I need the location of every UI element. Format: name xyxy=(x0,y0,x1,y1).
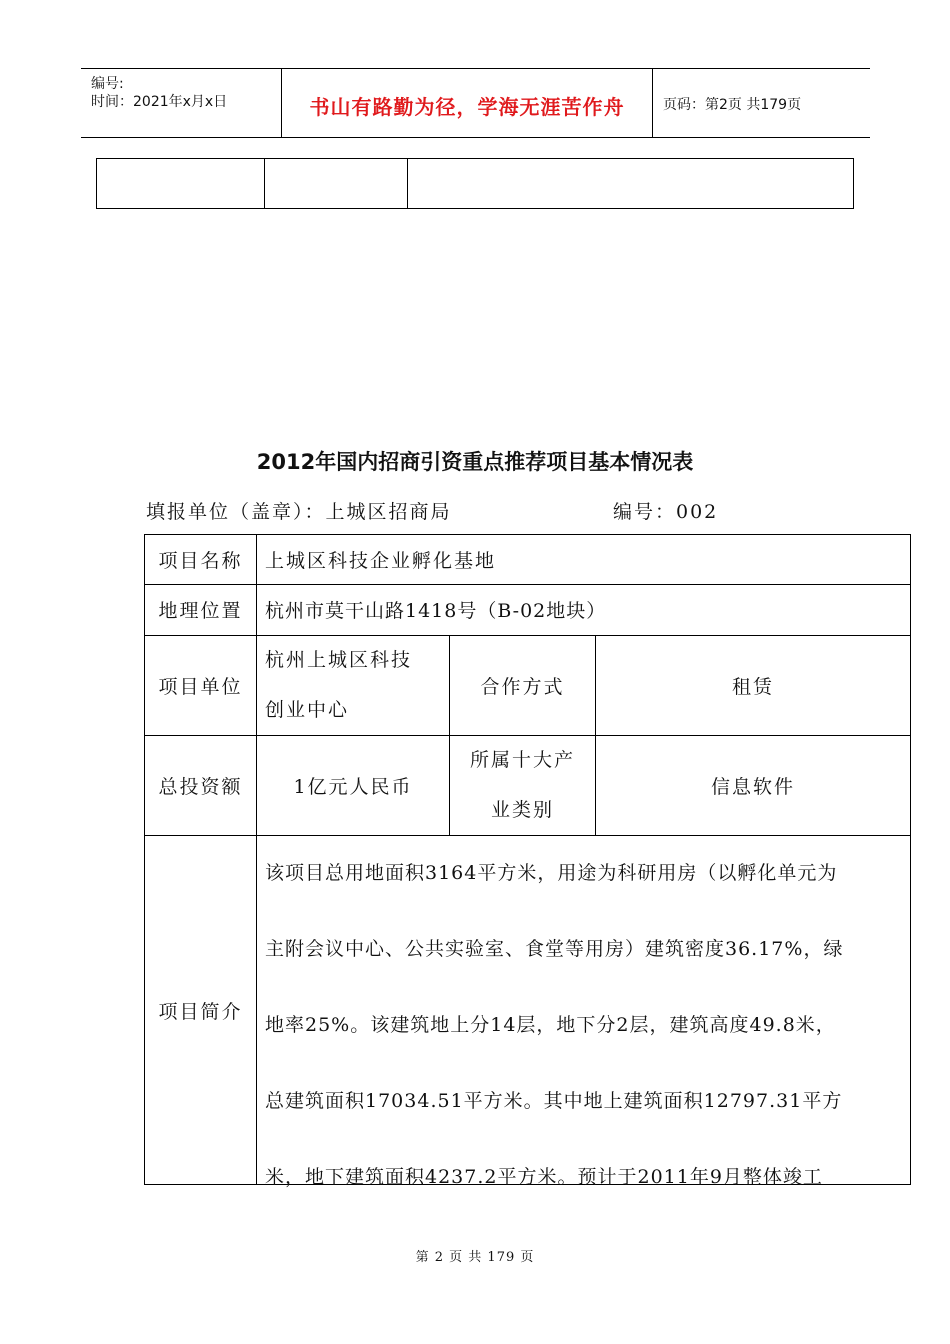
page-footer: 第 2 页 共 179 页 xyxy=(415,1250,535,1265)
project-info-table xyxy=(144,534,911,1188)
serial-number: 编号：002 xyxy=(613,501,719,523)
intro-line: 总建筑面积17034.51平方米。其中地上建筑面积12797.31平方 xyxy=(265,1090,843,1112)
fill-unit-label: 填报单位（盖章）：上城区招商局 xyxy=(146,501,452,523)
intro-line: 主附会议中心、公共实验室、食堂等用房）建筑密度36.17%，绿 xyxy=(265,938,844,960)
table-divider xyxy=(264,159,265,208)
motto-text: 书山有路勤为径，学海无涯苦作舟 xyxy=(309,95,625,119)
unit-value-line: 创业中心 xyxy=(265,699,350,721)
coop-label: 合作方式 xyxy=(480,675,565,698)
project-name-label: 项目名称 xyxy=(158,550,243,572)
unit-value-line: 杭州上城区科技 xyxy=(265,649,413,671)
page-info: 页码：第2页 共179页 xyxy=(663,97,802,113)
invest-label: 总投资额 xyxy=(158,775,243,798)
document-title: 2012年国内招商引资重点推荐项目基本情况表 xyxy=(256,450,694,474)
col-divider xyxy=(256,535,257,1184)
industry-label xyxy=(450,747,595,823)
header-meta-cell xyxy=(81,69,282,137)
location-value: 杭州市莫干山路1418号（B-02地块） xyxy=(265,600,607,622)
industry-label-line: 业类别 xyxy=(490,799,554,821)
time-label: 时间：2021年x月x日 xyxy=(91,94,228,110)
page-header xyxy=(81,68,870,138)
intro-label: 项目简介 xyxy=(158,1000,243,1023)
empty-table-row xyxy=(96,158,854,209)
coop-value: 租赁 xyxy=(731,675,774,698)
intro-paragraph xyxy=(265,835,905,1215)
intro-line: 地率25%。该建筑地上分14层，地下分2层，建筑高度49.8米， xyxy=(265,1014,836,1036)
invest-value: 1亿元人民币 xyxy=(293,775,413,798)
table-divider xyxy=(407,159,408,208)
unit-value xyxy=(265,647,445,723)
industry-label-line: 所属十大产 xyxy=(469,749,575,771)
unit-label: 项目单位 xyxy=(158,675,243,698)
header-page-cell xyxy=(653,69,870,137)
header-motto-cell xyxy=(282,69,653,137)
intro-line: 该项目总用地面积3164平方米，用途为科研用房（以孵化单元为 xyxy=(265,862,838,884)
number-label: 编号: xyxy=(91,76,124,92)
project-name-value: 上城区科技企业孵化基地 xyxy=(265,550,497,572)
intro-line: 米，地下建筑面积4237.2平方米。预计于2011年9月整体竣工 xyxy=(265,1166,823,1188)
location-label: 地理位置 xyxy=(158,600,243,622)
industry-value: 信息软件 xyxy=(710,775,795,798)
